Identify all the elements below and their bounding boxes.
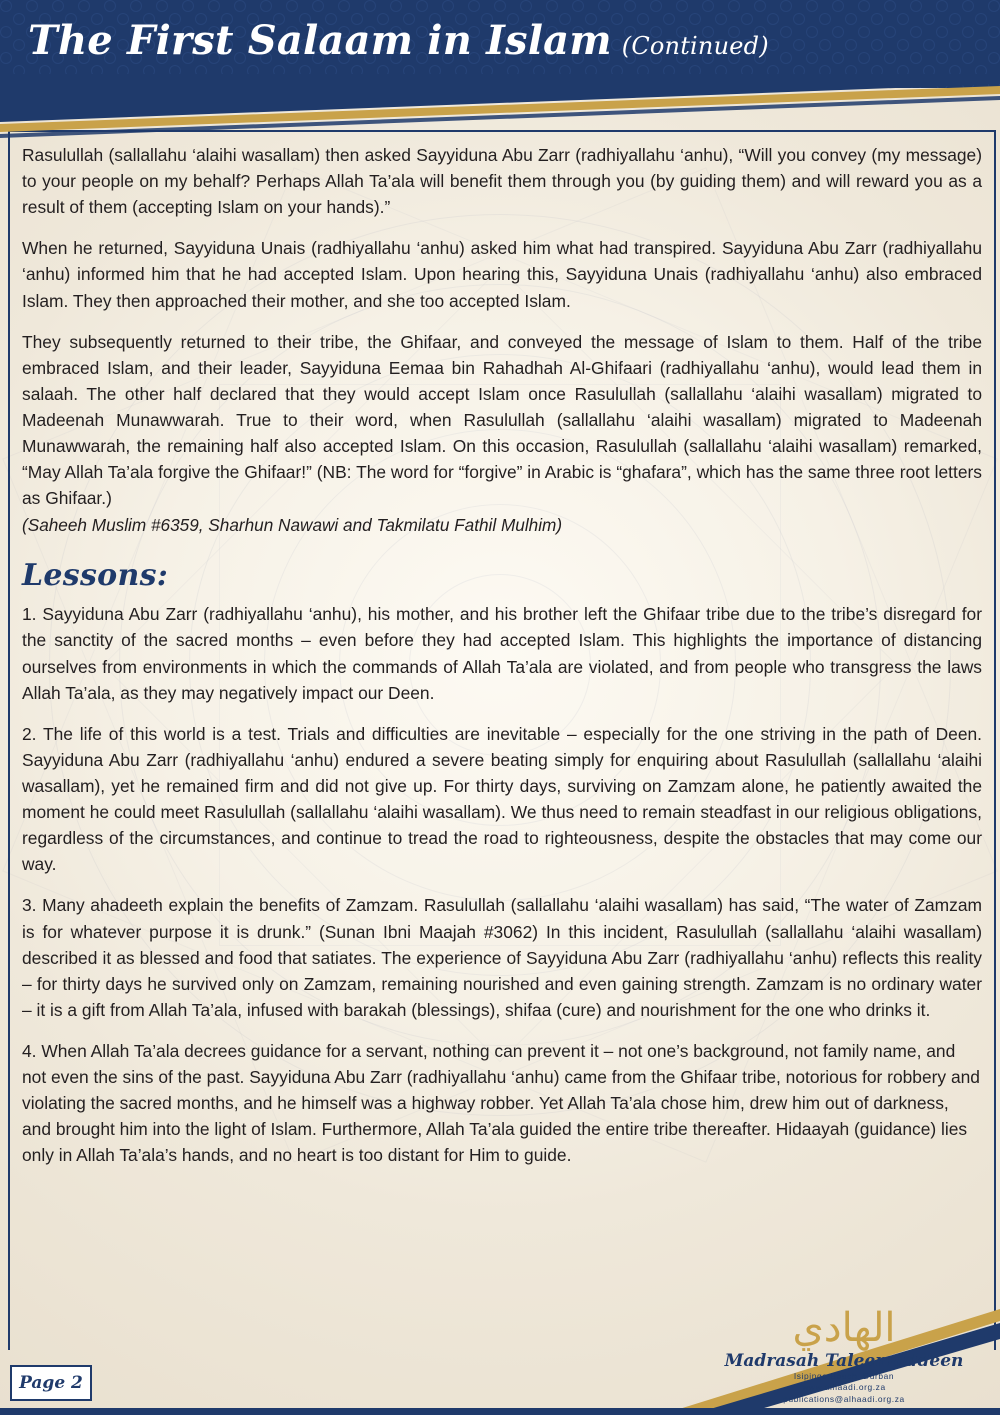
page-title-text: The First Salaam in Islam: [28, 17, 612, 64]
lessons-heading: Lessons:: [22, 558, 169, 594]
hadith-source-reference: (Saheeh Muslim #6359, Sharhun Nawawi and Takmilatu Fathil Mulhim): [22, 515, 563, 536]
publisher-email: publications@alhaadi.org.za: [783, 1393, 905, 1404]
lesson-item: 2. The life of this world is a test. Trials and difficulties are inevitable – especially for the one striving in the path of Deen. Sayyiduna Abu Zarr (radhiyallahu ‘anhu) endured a severe beating simply for enquiring about Rasulullah (sallallahu ‘alaihi wasallam), yet he remained firm and did not give up. For thirty days, surviving on Zamzam alone, he patiently awaited the moment he could meet Rasulullah (sallallahu ‘alaihi wasallam). We thus need to remain steadfast in our religious obligations, regardless of the circumstances, and continue to tread the road to righteousness, despite the obstacles that may come our way.: [22, 723, 982, 875]
paragraph: When he returned, Sayyiduna Unais (radhiyallahu ‘anhu) asked him what had transpired. Sayyiduna Abu Zarr (radhiyallahu ‘anhu) informed him that he had accepted Islam. Upon hearing this, Sayyiduna Unais (radhiyallahu ‘anhu) also embraced Islam. They then approached their mother, and she too accepted Islam.: [22, 238, 982, 311]
article-body: [22, 142, 982, 1184]
paragraph: They subsequently returned to their tribe, the Ghifaar, and conveyed the message of Islam to them. Half of the tribe embraced Islam, and their leader, Sayyiduna Eemaa bin Rahadhah Al-Ghifaari (radhiyallahu ‘anhu), would lead them in salaah. The other half declared that they would accept Islam once Rasulullah (sallallahu ‘alaihi wasallam) migrated to Madeenah Munawwarah. True to their word, when Rasulullah (sallallahu ‘alaihi wasallam) migrated to Madeenah Munawwarah, the remaining half also accepted Islam. On this occasion, Rasulullah (sallallahu ‘alaihi wasallam) remarked, “May Allah Ta’ala forgive the Ghifaar!” (NB: The word for “forgive” in Arabic is “ghafara”, which has the same three root letters as Ghifaar.): [22, 331, 982, 509]
publisher-name: Madrasah Taleemuddeen: [724, 1351, 964, 1372]
page-title: [28, 17, 769, 64]
lesson-item: 3. Many ahadeeth explain the benefits of Zamzam. Rasulullah (sallallahu ‘alaihi wasallam) has said, “The water of Zamzam is for whatever purpose it is drunk.” (Sunan Ibni Maajah #3062) In this incident, Rasulullah (sallallahu ‘alaihi wasallam) described it as blessed and food that satiates. The experience of Sayyiduna Abu Zarr (radhiyallahu ‘anhu) reflects this reality – for thirty days he survived only on Zamzam, remaining nourished and even gaining strength. Zamzam is no ordinary water – it is a gift from Allah Ta’ala, infused with barakah (blessings), shifaa (cure) and nourishment for the one who drinks it.: [22, 895, 982, 1020]
publisher-brand: [704, 1305, 984, 1405]
lesson-item: 4. When Allah Ta’ala decrees guidance for a servant, nothing can prevent it – not one’s background, not family name, and not even the sins of the past. Sayyiduna Abu Zarr (radhiyallahu ‘anhu) came from the Ghifaar tribe, notorious for robbery and violating the sacred months, and he himself was a highway robber. Yet Allah Ta’ala chose him, drew him out of darkness, and brought him into the light of Islam. Furthermore, Allah Ta’ala guided the entire tribe thereafter. Hidaayah (guidance) lies only in Allah Ta’ala’s hands, and no heart is too distant for Him to guide.: [22, 1041, 980, 1166]
header-swoosh-divider: [0, 74, 1000, 140]
page-title-continued: (Continued): [621, 32, 769, 60]
publisher-website: www.alhaadi.org.za: [802, 1382, 886, 1393]
lesson-item: 1. Sayyiduna Abu Zarr (radhiyallahu ‘anhu), his mother, and his brother left the Ghifaar tribe due to the tribe’s disregard for the sanctity of the sacred months – even before they had accepted Islam. This highlights the importance of distancing ourselves from environments in which the commands of Allah Ta’ala are violated, and from people who transgress the laws Allah Ta’ala, as they may negatively impact our Deen.: [22, 604, 982, 703]
publisher-address: Isipingo Beach, Durban: [793, 1370, 895, 1381]
page-number-badge: Page 2: [10, 1365, 92, 1401]
document-footer: [0, 1295, 1000, 1415]
alhaadi-logo-icon: الهادي: [792, 1305, 896, 1352]
paragraph: Rasulullah (sallallahu ‘alaihi wasallam) then asked Sayyiduna Abu Zarr (radhiyallahu ‘anhu), “Will you convey (my message) to your people on my behalf? Perhaps Allah Ta’ala will benefit them through you (by guiding them) and will reward you as a result of them (accepting Islam on your hands).”: [22, 145, 982, 218]
